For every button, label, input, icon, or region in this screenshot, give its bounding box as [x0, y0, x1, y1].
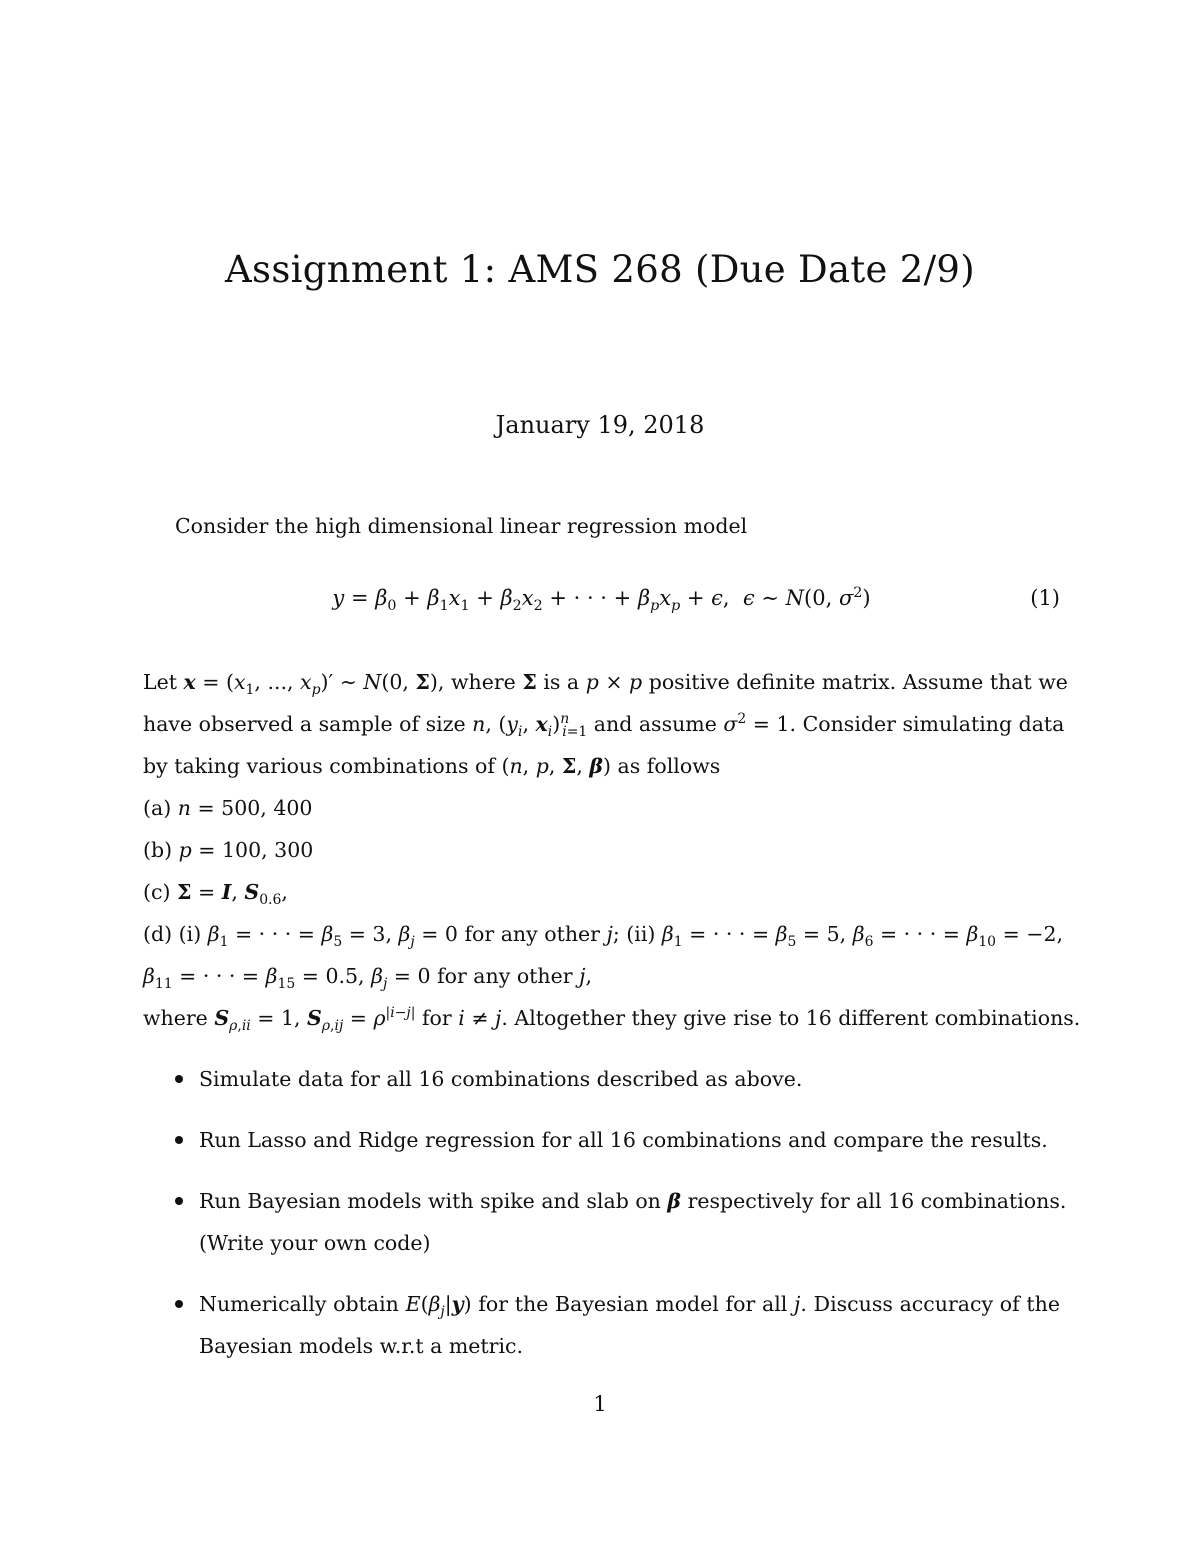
document-date: January 19, 2018: [495, 411, 705, 439]
document-title: Assignment 1: AMS 268 (Due Date 2/9): [225, 248, 975, 291]
item-d: (d) (i) $\beta_1$ = · · · = $\beta_5 = 3$, $\beta_j = 0$ for any other j; (ii) $\beta_1$ = · · · = $\beta_5 = 5$, $\beta_6$ = · · · = $\beta_{10} = -2$,: [143, 922, 1064, 951]
task-item: Numerically obtain $E(\beta_j|y)$ for the Bayesian model for all j. Discuss accuracy of the Bayesian models w.r.t a metric.: [143, 1283, 1060, 1367]
task-list: [143, 1058, 1067, 1386]
item-b: (b) p = 100, 300: [143, 838, 314, 862]
equation-body: $y = \beta_0 + \beta_1x_1 + \beta_2x_2$ + · · · + $\beta_px_p + \epsilon$, ϵ ∼ N(0, $\sigma^2$): [332, 585, 871, 615]
equation-number: (1): [1030, 586, 1060, 610]
item-a: (a) n = 500, 400: [143, 796, 313, 820]
intro-text: Consider the high dimensional linear regression model: [175, 514, 748, 538]
assumptions-block: [143, 661, 1081, 1039]
bullet-icon: [175, 1300, 183, 1308]
task-item: Simulate data for all 16 combinations described as above.: [143, 1058, 1060, 1100]
task-item: Run Lasso and Ridge regression for all 16 combinations and compare the results.: [143, 1119, 1060, 1161]
bullet-icon: [175, 1197, 183, 1205]
page-number: 1: [593, 1392, 607, 1416]
bullet-icon: [175, 1136, 183, 1144]
line-where: where $S_{\rho,ii} = 1$, $S_{\rho,ij} = \rho^{|i-j|}$ for i ≠ j. Altogether they give rise to 16 different combinations.: [143, 1005, 1081, 1035]
item-c: (c) Σ = I, $S_{0.6}$,: [143, 880, 288, 909]
line-sample: have observed a sample of size n, ($y_i$, $x_i)^n_{i=1}$ and assume $\sigma^2 = 1$. Consider simulating data: [143, 711, 1065, 741]
task-item: Run Bayesian models with spike and slab on β respectively for all 16 combinations. (Write your own code): [143, 1180, 1060, 1264]
line-combinations: by taking various combinations of (n, p, Σ, β) as follows: [143, 754, 721, 778]
item-d-cont: $\beta_{11}$ = · · · = $\beta_{15} = 0.5$, $\beta_j = 0$ for any other j,: [143, 964, 592, 993]
regression-equation: [143, 586, 1060, 626]
line-let: Let $x = (x_1$, ..., $x_p)'$ ∼ N(0, Σ), where Σ is a p × p positive definite matrix. Assume that we: [143, 670, 1068, 699]
bullet-icon: [175, 1075, 183, 1083]
